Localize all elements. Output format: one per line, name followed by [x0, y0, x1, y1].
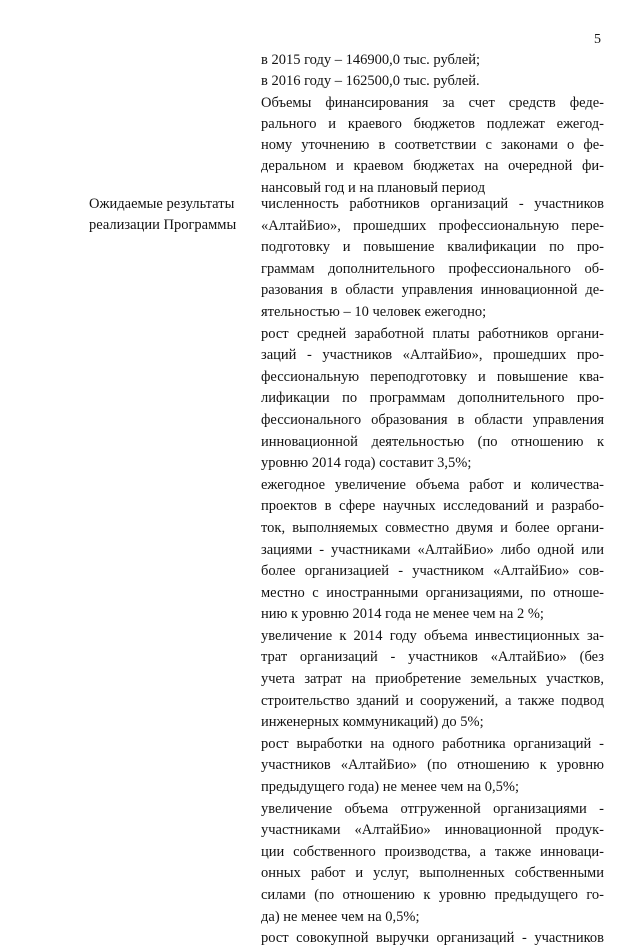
financing-block [261, 50, 604, 199]
results-line: местно с иностранными организациями, по отноше- [261, 584, 604, 601]
financing-note-line: нансовый год и на плановый период [261, 179, 486, 196]
results-line: увеличение к 2014 году объема инвестиционных за- [261, 627, 604, 644]
results-line: онных работ и услуг, выполненных собственными [261, 865, 604, 882]
results-line: рост выработки на одного работника организаций - [261, 735, 604, 752]
results-line: более организацией - участником «АлтайБио» сов- [261, 563, 604, 580]
results-line: зациями - участниками «АлтайБио» либо одной или [261, 541, 604, 558]
financing-note-line: ному уточнению в соответствии с законами о фе- [261, 137, 604, 154]
results-line: участниками «АлтайБио» инновационной продук- [261, 822, 604, 839]
results-line: увеличение объема отгруженной организациями - [261, 800, 604, 817]
results-line: проектов в сфере научных исследований и разрабо- [261, 498, 604, 515]
results-line: лификации по программам дополнительного про- [261, 390, 604, 407]
results-line: ежегодное увеличение объема работ и количества- [261, 476, 604, 493]
results-line: да) не менее чем на 0,5%; [261, 908, 420, 925]
results-line: «АлтайБио», прошедших профессиональную пере- [261, 217, 604, 234]
expected-results-text [261, 194, 604, 950]
financing-line-2016: в 2016 году – 162500,0 тыс. рублей. [261, 73, 480, 90]
results-line: учета затрат на приобретение земельных участков, [261, 671, 604, 688]
results-line: силами (по отношению к уровню предыдущего го- [261, 887, 604, 903]
results-line: инженерных коммуникаций) до 5%; [261, 714, 484, 731]
page-number: 5 [594, 32, 601, 47]
results-line: ток, выполняемых совместно двумя и более органи- [261, 519, 604, 536]
results-line: разования в области управления инновационной де- [261, 282, 604, 299]
financing-note-line: Объемы финансирования за счет средств феде- [261, 94, 604, 111]
results-line: заций - участников «АлтайБио», прошедших про- [261, 347, 604, 364]
results-line: предыдущего года) не менее чем на 0,5%; [261, 779, 520, 796]
results-line: фессионального образования в области управления [261, 411, 604, 428]
results-line: ятельностью – 10 человек ежегодно; [261, 303, 487, 320]
financing-note-line: рального и краевого бюджетов подлежат ежегод- [261, 115, 604, 132]
results-line: подготовку и повышение квалификации по про- [261, 239, 604, 256]
expected-results-label [89, 194, 259, 236]
results-line: граммам дополнительного профессионального об- [261, 260, 604, 277]
results-line: уровню 2014 года) составит 3,5%; [261, 455, 472, 472]
results-line: трат организаций - участников «АлтайБио» (без [261, 649, 604, 666]
results-line: инновационной деятельностью (по отношению к [261, 433, 604, 450]
results-line: нию к уровню 2014 года не менее чем на 2 %; [261, 606, 544, 623]
expected-results-label-line: реализации Программы [89, 217, 237, 233]
results-line: участников «АлтайБио» (по отношению к уровню [261, 757, 604, 774]
results-line: рост совокупной выручки организаций - участников [261, 930, 604, 947]
results-line: ции собственного производства, а также инноваци- [261, 843, 604, 860]
financing-line-2015: в 2015 году – 146900,0 тыс. рублей; [261, 52, 481, 68]
results-line: фессиональную переподготовку и повышение ква- [261, 368, 604, 385]
financing-note-line: деральном и краевом бюджетах на очередной фи- [261, 158, 604, 175]
expected-results-label-line: Ожидаемые результаты [89, 196, 235, 212]
results-line: рост средней заработной платы работников органи- [261, 325, 604, 342]
results-line: строительство зданий и сооружений, а также подвод [261, 692, 604, 709]
results-line: численность работников организаций - участников [261, 196, 604, 212]
